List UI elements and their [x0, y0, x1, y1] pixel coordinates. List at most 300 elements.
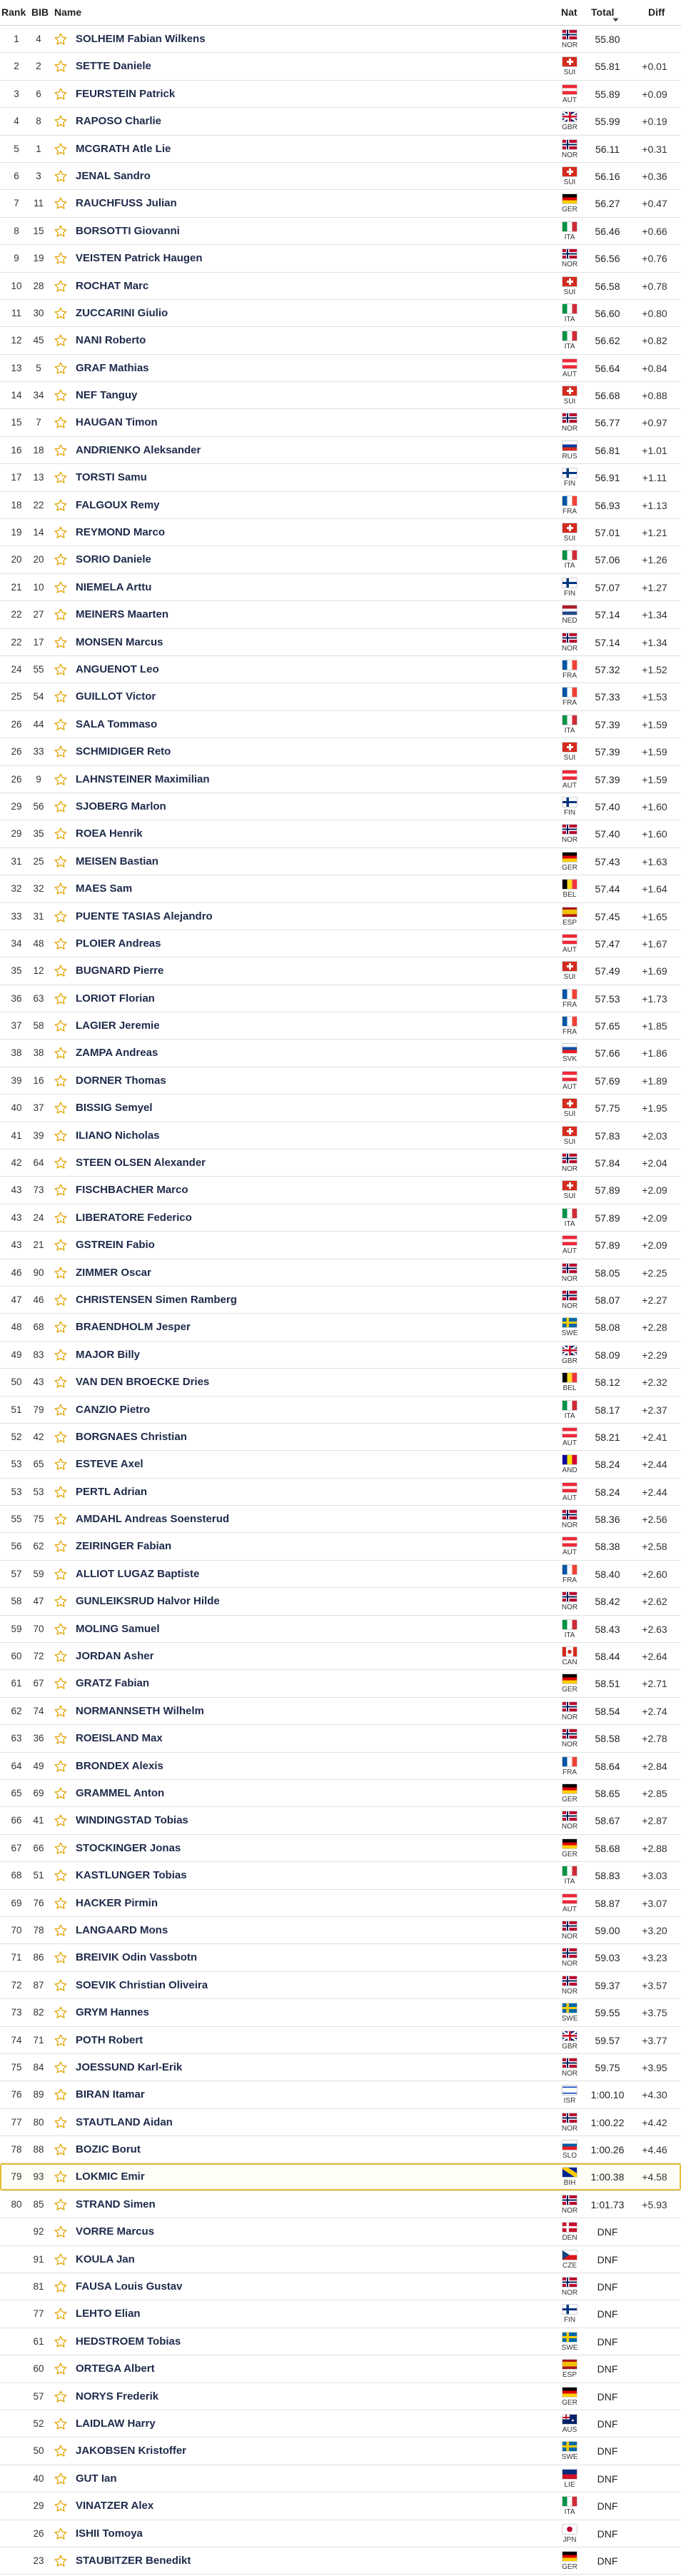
star-outline-icon[interactable] [54, 2033, 68, 2048]
athlete-name-link[interactable]: FALGOUX Remy [76, 498, 160, 511]
athlete-name-link[interactable]: SCHMIDIGER Reto [76, 745, 171, 758]
athlete-name-link[interactable]: BORSOTTI Giovanni [76, 224, 180, 237]
nation-code: ITA [564, 726, 575, 735]
star-outline-icon[interactable] [54, 1923, 68, 1938]
star-outline-icon[interactable] [54, 2115, 68, 2130]
time-diff: +2.25 [642, 1267, 667, 1279]
star-outline-icon[interactable] [54, 1759, 68, 1773]
star-outline-icon[interactable] [54, 169, 68, 183]
star-outline-icon[interactable] [54, 443, 68, 458]
star-outline-icon[interactable] [54, 2499, 68, 2513]
star-outline-icon[interactable] [54, 1622, 68, 1636]
result-row [0, 574, 681, 601]
athlete-name-link[interactable]: KOULA Jan [76, 2253, 135, 2265]
star-outline-icon[interactable] [54, 1594, 68, 1609]
athlete-name-link[interactable]: GRAMMEL Anton [76, 1787, 165, 1799]
athlete-name-link[interactable]: BRAENDHOLM Jesper [76, 1321, 191, 1334]
total-time: 57.49 [595, 965, 620, 977]
column-header-bib[interactable]: BIB [31, 6, 49, 18]
athlete-name-link[interactable]: HAUGAN Timon [76, 416, 158, 429]
athlete-name-link[interactable]: ORTEGA Albert [76, 2363, 155, 2375]
athlete-name-link[interactable]: GUT Ian [76, 2472, 117, 2485]
athlete-name-link[interactable]: AMDAHL Andreas Soensterud [76, 1513, 230, 1526]
athlete-name-link[interactable]: JORDAN Asher [76, 1650, 154, 1663]
column-header-total[interactable]: Total [591, 6, 615, 18]
column-header-nat[interactable]: Nat [561, 6, 577, 18]
nation-cell [557, 1204, 582, 1232]
bib-cell: 93 [33, 2171, 44, 2183]
athlete-name-link[interactable]: CHRISTENSEN Simen Ramberg [76, 1293, 237, 1306]
flag-aut-icon [563, 1236, 577, 1245]
nation-cell [557, 1999, 582, 2026]
nation-code: NOR [561, 425, 578, 433]
athlete-name-link[interactable]: LAIDLAW Harry [76, 2417, 156, 2430]
star-outline-icon[interactable] [54, 471, 68, 485]
flag-sui-icon [563, 386, 577, 396]
time-diff: +3.20 [642, 1924, 667, 1936]
rank-cell: 43 [11, 1212, 22, 1223]
star-outline-icon[interactable] [54, 910, 68, 924]
sort-down-icon[interactable] [612, 18, 619, 22]
star-outline-icon[interactable] [54, 690, 68, 704]
star-outline-icon[interactable] [54, 1046, 68, 1060]
result-row [0, 1698, 681, 1725]
result-row [0, 1944, 681, 1971]
athlete-name-link[interactable]: NORMANNSETH Wilhelm [76, 1704, 204, 1717]
athlete-name-link[interactable]: ANGUENOT Leo [76, 663, 159, 675]
star-outline-icon[interactable] [54, 87, 68, 101]
time-diff: +1.27 [642, 581, 667, 593]
nation-cell [557, 2410, 582, 2437]
star-outline-icon[interactable] [54, 773, 68, 787]
star-outline-icon[interactable] [54, 2472, 68, 2486]
athlete-name-link[interactable]: RAUCHFUSS Julian [76, 197, 177, 210]
athlete-name-link[interactable]: ZAMPA Andreas [76, 1047, 158, 1060]
flag-sui-icon [563, 523, 577, 533]
flag-gbr-icon [563, 2031, 577, 2041]
star-outline-icon[interactable] [54, 663, 68, 677]
athlete-name-link[interactable]: MOLING Samuel [76, 1622, 160, 1635]
athlete-name-link[interactable]: ZUCCARINI Giulio [76, 306, 168, 319]
star-outline-icon[interactable] [54, 1485, 68, 1499]
athlete-name-link[interactable]: RAPOSO Charlie [76, 115, 162, 128]
star-outline-icon[interactable] [54, 1896, 68, 1911]
star-outline-icon[interactable] [54, 2170, 68, 2184]
star-outline-icon[interactable] [54, 1704, 68, 1719]
time-diff: +2.78 [642, 1733, 667, 1745]
flag-nor-icon [563, 2113, 577, 2123]
athlete-name-link[interactable]: STOCKINGER Jonas [76, 1841, 181, 1854]
bib-cell: 48 [33, 937, 44, 949]
athlete-name-link[interactable]: BORGNAES Christian [76, 1430, 187, 1443]
star-outline-icon[interactable] [54, 635, 68, 650]
athlete-name-link[interactable]: SETTE Daniele [76, 60, 151, 73]
star-outline-icon[interactable] [54, 2280, 68, 2294]
athlete-name-link[interactable]: GRAF Mathias [76, 361, 149, 374]
athlete-name-link[interactable]: PERTL Adrian [76, 1485, 148, 1498]
athlete-name-link[interactable]: POTH Robert [76, 2033, 143, 2046]
total-time: 59.03 [595, 1952, 620, 1964]
star-outline-icon[interactable] [54, 1731, 68, 1746]
athlete-name-link[interactable]: LAGIER Jeremie [76, 1020, 160, 1032]
flag-cze-icon [563, 2250, 577, 2260]
column-header-rank[interactable]: Rank [1, 6, 26, 18]
athlete-name-link[interactable]: BREIVIK Odin Vassbotn [76, 1951, 198, 1964]
star-outline-icon[interactable] [54, 279, 68, 293]
result-row [0, 327, 681, 354]
flag-aut-icon [563, 359, 577, 368]
athlete-name-link[interactable]: LORIOT Florian [76, 992, 155, 1005]
star-outline-icon[interactable] [54, 2390, 68, 2404]
flag-ita-icon [563, 304, 577, 313]
star-outline-icon[interactable] [54, 1978, 68, 1993]
nation-code: SWE [561, 2015, 578, 2023]
nation-code: NOR [561, 1604, 578, 1612]
athlete-name-link[interactable]: MAJOR Billy [76, 1348, 141, 1361]
time-diff: +1.01 [642, 444, 667, 456]
athlete-name-link[interactable]: GRATZ Fabian [76, 1677, 150, 1690]
star-outline-icon[interactable] [54, 855, 68, 869]
nation-code: GBR [562, 2042, 577, 2051]
athlete-name-link[interactable]: BOZIC Borut [76, 2143, 141, 2156]
bib-cell: 52 [33, 2417, 44, 2429]
athlete-name-link[interactable]: SORIO Daniele [76, 553, 151, 566]
star-outline-icon[interactable] [54, 1266, 68, 1280]
star-outline-icon[interactable] [54, 937, 68, 951]
result-row [0, 464, 681, 491]
bib-cell: 83 [33, 1349, 44, 1360]
star-outline-icon[interactable] [54, 2307, 68, 2321]
star-outline-icon[interactable] [54, 800, 68, 814]
star-outline-icon[interactable] [54, 1156, 68, 1170]
star-outline-icon[interactable] [54, 1238, 68, 1252]
flag-swe-icon [563, 2003, 577, 2013]
athlete-name-link[interactable]: VORRE Marcus [76, 2225, 155, 2238]
star-outline-icon[interactable] [54, 608, 68, 622]
star-outline-icon[interactable] [54, 2335, 68, 2349]
athlete-name-link[interactable]: MEINERS Maarten [76, 608, 169, 621]
star-outline-icon[interactable] [54, 1539, 68, 1554]
star-outline-icon[interactable] [54, 32, 68, 46]
athlete-name-link[interactable]: STEEN OLSEN Alexander [76, 1157, 206, 1169]
flag-fra-icon [563, 496, 577, 505]
result-row [0, 766, 681, 793]
total-time: 57.14 [595, 609, 620, 621]
result-row [0, 1890, 681, 1917]
athlete-name-link[interactable]: NEF Tanguy [76, 389, 138, 402]
flag-swe-icon [563, 2442, 577, 2451]
athlete-name-link[interactable]: SALA Tommaso [76, 718, 158, 730]
star-outline-icon[interactable] [54, 882, 68, 896]
athlete-name-link[interactable]: BRONDEX Alexis [76, 1759, 163, 1772]
nation-code: NOR [561, 2124, 578, 2133]
star-outline-icon[interactable] [54, 2527, 68, 2541]
athlete-name-link[interactable]: FAUSA Louis Gustav [76, 2280, 183, 2293]
star-outline-icon[interactable] [54, 1375, 68, 1389]
star-outline-icon[interactable] [54, 2362, 68, 2376]
athlete-name-link[interactable]: ROEISLAND Max [76, 1732, 163, 1745]
athlete-name-link[interactable]: LOKMIC Emir [76, 2170, 145, 2183]
nation-code: NOR [561, 1960, 578, 1968]
athlete-name-link[interactable]: STRAND Simen [76, 2198, 156, 2210]
time-diff: +0.80 [642, 307, 667, 319]
bib-cell: 23 [33, 2555, 44, 2566]
athlete-name-link[interactable]: ILIANO Nicholas [76, 1129, 160, 1142]
rank-cell: 68 [11, 1870, 22, 1881]
total-time: 58.09 [595, 1349, 620, 1361]
bib-cell: 33 [33, 746, 44, 758]
nation-code: SWE [561, 2453, 578, 2462]
athlete-name-link[interactable]: LANGAARD Mons [76, 1923, 168, 1936]
nation-code: AUT [563, 1247, 577, 1256]
athlete-name-link[interactable]: STAUTLAND Aidan [76, 2115, 173, 2128]
rank-cell: 6 [14, 170, 19, 181]
bib-cell: 85 [33, 2198, 44, 2210]
athlete-name-link[interactable]: SOEVIK Christian Oliveira [76, 1978, 208, 1991]
athlete-name-link[interactable]: JOESSUND Karl-Erik [76, 2061, 183, 2073]
athlete-name-link[interactable]: VAN DEN BROECKE Dries [76, 1376, 210, 1389]
star-outline-icon[interactable] [54, 498, 68, 513]
star-outline-icon[interactable] [54, 2225, 68, 2239]
star-outline-icon[interactable] [54, 1813, 68, 1828]
nation-code: AUT [563, 781, 577, 790]
star-outline-icon[interactable] [54, 1183, 68, 1197]
nation-cell [557, 464, 582, 491]
star-outline-icon[interactable] [54, 1129, 68, 1143]
rank-cell: 75 [11, 2061, 22, 2073]
star-outline-icon[interactable] [54, 1211, 68, 1225]
star-outline-icon[interactable] [54, 2143, 68, 2157]
star-outline-icon[interactable] [54, 1019, 68, 1033]
nation-cell [557, 1122, 582, 1149]
total-time: 55.81 [595, 61, 620, 73]
athlete-name-link[interactable]: WINDINGSTAD Tobias [76, 1814, 188, 1827]
star-outline-icon[interactable] [54, 1430, 68, 1444]
athlete-name-link[interactable]: GSTREIN Fabio [76, 1239, 155, 1252]
nation-code: GER [562, 206, 577, 214]
athlete-name-link[interactable]: JENAL Sandro [76, 169, 151, 182]
athlete-name-link[interactable]: ISHII Tomoya [76, 2527, 143, 2540]
star-outline-icon[interactable] [54, 388, 68, 403]
athlete-name-link[interactable]: MONSEN Marcus [76, 635, 163, 648]
athlete-name-link[interactable]: LEHTO Elian [76, 2308, 141, 2320]
star-outline-icon[interactable] [54, 964, 68, 978]
nation-code: FRA [563, 1028, 577, 1037]
athlete-name-link[interactable]: KASTLUNGER Tobias [76, 1869, 187, 1882]
star-outline-icon[interactable] [54, 745, 68, 759]
athlete-name-link[interactable]: ESTEVE Axel [76, 1458, 143, 1471]
athlete-name-link[interactable]: LIBERATORE Federico [76, 1211, 192, 1224]
time-diff: +0.01 [642, 61, 667, 73]
star-outline-icon[interactable] [54, 1868, 68, 1883]
athlete-name-link[interactable]: ANDRIENKO Aleksander [76, 443, 201, 456]
athlete-name-link[interactable]: LAHNSTEINER Maximilian [76, 773, 210, 785]
athlete-name-link[interactable]: GUILLOT Victor [76, 690, 156, 703]
nation-cell [557, 245, 582, 272]
star-outline-icon[interactable] [54, 1512, 68, 1526]
nation-cell [557, 136, 582, 163]
time-diff: +2.84 [642, 1760, 667, 1772]
total-time: 59.55 [595, 2007, 620, 2019]
athlete-name-link[interactable]: STAUBITZER Benedikt [76, 2554, 191, 2567]
bib-cell: 2 [36, 61, 41, 72]
star-outline-icon[interactable] [54, 525, 68, 540]
rank-cell: 46 [11, 1267, 22, 1278]
flag-and-icon [563, 1455, 577, 1464]
athlete-name-link[interactable]: HEDSTROEM Tobias [76, 2335, 181, 2348]
total-time: 57.47 [595, 937, 620, 950]
athlete-name-link[interactable]: VINATZER Alex [76, 2500, 154, 2512]
star-outline-icon[interactable] [54, 2444, 68, 2458]
star-outline-icon[interactable] [54, 2417, 68, 2431]
star-outline-icon[interactable] [54, 1676, 68, 1691]
star-outline-icon[interactable] [54, 1649, 68, 1664]
nation-code: ISR [563, 2097, 576, 2105]
total-time: 56.77 [595, 417, 620, 429]
bib-cell: 17 [33, 636, 44, 648]
athlete-name-link[interactable]: JAKOBSEN Kristoffer [76, 2445, 187, 2457]
column-header-diff[interactable]: Diff [648, 6, 665, 18]
star-outline-icon[interactable] [54, 1567, 68, 1581]
athlete-name-link[interactable]: NORYS Frederik [76, 2390, 159, 2403]
athlete-name-link[interactable]: BUGNARD Pierre [76, 965, 164, 977]
result-row [0, 1369, 681, 1396]
result-row [0, 81, 681, 108]
total-time: 57.75 [595, 1102, 620, 1115]
nation-cell [557, 382, 582, 409]
athlete-name-link[interactable]: ZIMMER Oscar [76, 1266, 151, 1279]
athlete-name-link[interactable]: CANZIO Pietro [76, 1403, 151, 1416]
flag-nor-icon [563, 1948, 577, 1958]
athlete-name-link[interactable]: MEISEN Bastian [76, 855, 158, 867]
star-outline-icon[interactable] [54, 1348, 68, 1362]
bib-cell: 91 [33, 2253, 44, 2265]
nation-code: AUT [563, 96, 577, 104]
star-outline-icon[interactable] [54, 580, 68, 595]
athlete-name-link[interactable]: GRYM Hannes [76, 2006, 149, 2019]
bib-cell: 80 [33, 2116, 44, 2128]
athlete-name-link[interactable]: BIRAN Itamar [76, 2088, 145, 2101]
athlete-name-link[interactable]: MCGRATH Atle Lie [76, 142, 171, 155]
star-outline-icon[interactable] [54, 306, 68, 321]
nation-code: FRA [563, 699, 577, 708]
star-outline-icon[interactable] [54, 1457, 68, 1471]
star-outline-icon[interactable] [54, 827, 68, 841]
nation-cell [557, 683, 582, 710]
star-outline-icon[interactable] [54, 1320, 68, 1334]
nation-code: NOR [561, 1987, 578, 1996]
athlete-name-link[interactable]: NANI Roberto [76, 334, 146, 347]
total-time: 58.24 [595, 1486, 620, 1498]
star-outline-icon[interactable] [54, 196, 68, 211]
athlete-name-link[interactable]: SJOBERG Marlon [76, 800, 166, 812]
result-row [0, 711, 681, 738]
athlete-name-link[interactable]: GUNLEIKSRUD Halvor Hilde [76, 1595, 220, 1608]
star-outline-icon[interactable] [54, 2061, 68, 2075]
star-outline-icon[interactable] [54, 333, 68, 348]
athlete-name-link[interactable]: FEURSTEIN Patrick [76, 87, 176, 100]
column-header-name[interactable]: Name [54, 6, 82, 18]
rank-cell: 37 [11, 1020, 22, 1032]
total-time: DNF [597, 2390, 618, 2403]
total-time: 55.80 [595, 34, 620, 45]
star-outline-icon[interactable] [54, 992, 68, 1006]
result-row [0, 1095, 681, 1122]
star-outline-icon[interactable] [54, 251, 68, 266]
athlete-name-link[interactable]: VEISTEN Patrick Haugen [76, 252, 203, 265]
star-outline-icon[interactable] [54, 1786, 68, 1801]
nation-cell [557, 1149, 582, 1177]
star-outline-icon[interactable] [54, 553, 68, 567]
athlete-name-link[interactable]: ROCHAT Marc [76, 279, 149, 292]
athlete-name-link[interactable]: ALLIOT LUGAZ Baptiste [76, 1567, 200, 1580]
bib-cell: 11 [33, 198, 44, 209]
athlete-name-link[interactable]: REYMOND Marco [76, 526, 166, 539]
bib-cell: 32 [33, 883, 44, 895]
star-outline-icon[interactable] [54, 114, 68, 129]
athlete-name-link[interactable]: ROEA Henrik [76, 827, 143, 840]
athlete-name-link[interactable]: ZEIRINGER Fabian [76, 1540, 172, 1553]
flag-nor-icon [563, 825, 577, 834]
athlete-name-link[interactable]: PUENTE TASIAS Alejandro [76, 910, 213, 922]
flag-aut-icon [563, 1483, 577, 1492]
star-outline-icon[interactable] [54, 1101, 68, 1115]
star-outline-icon[interactable] [54, 2198, 68, 2212]
star-outline-icon[interactable] [54, 1403, 68, 1417]
rank-cell: 64 [11, 1760, 22, 1771]
time-diff: +1.34 [642, 609, 667, 621]
star-outline-icon[interactable] [54, 1074, 68, 1088]
star-outline-icon[interactable] [54, 142, 68, 156]
nation-cell [557, 2054, 582, 2081]
athlete-name-link[interactable]: BISSIG Semyel [76, 1102, 153, 1115]
nation-code: FRA [563, 1576, 577, 1584]
nation-cell [557, 300, 582, 327]
bib-cell: 70 [33, 1623, 44, 1634]
athlete-name-link[interactable]: DORNER Thomas [76, 1074, 166, 1087]
athlete-name-link[interactable]: SOLHEIM Fabian Wilkens [76, 33, 206, 45]
star-outline-icon[interactable] [54, 361, 68, 376]
star-outline-icon[interactable] [54, 2253, 68, 2267]
flag-nor-icon [563, 2195, 577, 2205]
athlete-name-link[interactable]: PLOIER Andreas [76, 937, 161, 950]
star-outline-icon[interactable] [54, 2088, 68, 2102]
athlete-name-link[interactable]: FISCHBACHER Marco [76, 1184, 188, 1197]
star-outline-icon[interactable] [54, 416, 68, 430]
rank-cell: 52 [11, 1431, 22, 1442]
bib-cell: 71 [33, 2034, 44, 2046]
star-outline-icon[interactable] [54, 2554, 68, 2568]
nation-cell [557, 2218, 582, 2245]
total-time: DNF [597, 2226, 618, 2238]
star-outline-icon[interactable] [54, 59, 68, 74]
star-outline-icon[interactable] [54, 224, 68, 238]
star-outline-icon[interactable] [54, 1951, 68, 1965]
star-outline-icon[interactable] [54, 1841, 68, 1856]
time-diff: +3.23 [642, 1952, 667, 1964]
athlete-name-link[interactable]: NIEMELA Arttu [76, 580, 152, 593]
rank-cell: 79 [11, 2171, 22, 2183]
star-outline-icon[interactable] [54, 718, 68, 732]
time-diff: +1.69 [642, 965, 667, 977]
results-table-header [0, 0, 681, 26]
athlete-name-link[interactable]: MAES Sam [76, 882, 133, 895]
athlete-name-link[interactable]: HACKER Pirmin [76, 1896, 158, 1909]
star-outline-icon[interactable] [54, 1293, 68, 1307]
rank-cell: 16 [11, 444, 22, 456]
athlete-name-link[interactable]: TORSTI Samu [76, 471, 147, 484]
star-outline-icon[interactable] [54, 2006, 68, 2020]
